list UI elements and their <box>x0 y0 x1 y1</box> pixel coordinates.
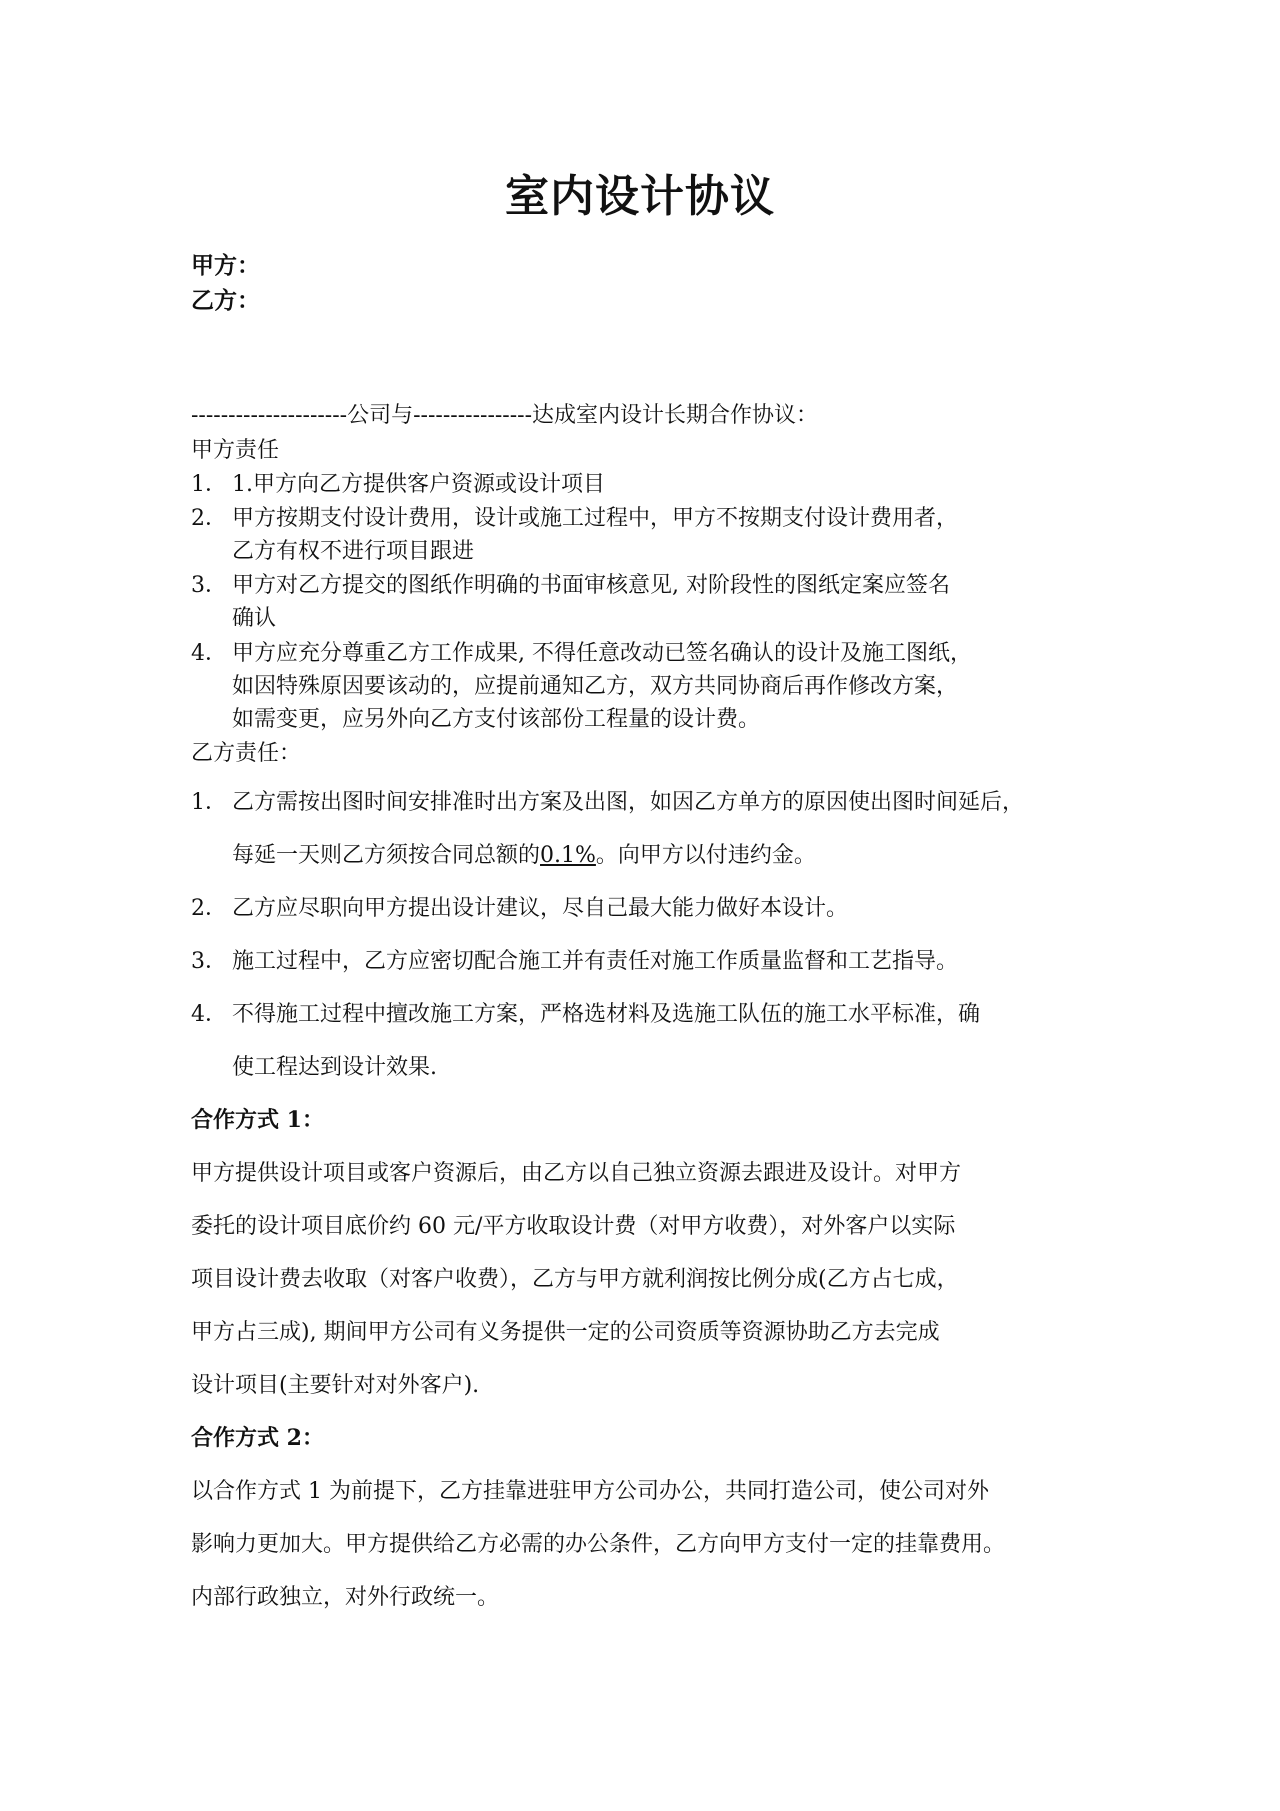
party-a-item-3-text-cont: 确认 <box>232 606 277 631</box>
party-a-item-4-number: 4． <box>191 641 227 666</box>
cooperation-mode-1-line-2: 委托的设计项目底价约 60 元/平方收取设计费（对甲方收费），对外客户以实际 <box>191 1214 956 1239</box>
party-a-item-3-number: 3． <box>191 573 227 598</box>
party-b-item-1-text-cont <box>232 838 816 869</box>
party-b-responsibility-heading: 乙方责任： <box>191 741 302 766</box>
party-b-item-3-number: 3． <box>191 949 227 974</box>
party-a-item-3-text: 甲方对乙方提交的图纸作明确的书面审核意见, 对阶段性的图纸定案应签名 <box>232 573 950 598</box>
party-b-item-4-text-cont: 使工程达到设计效果. <box>232 1055 437 1080</box>
party-a-item-4-text-cont: 如因特殊原因要该动的，应提前通知乙方，双方共同协商后再作修改方案， <box>232 674 959 699</box>
document-title: 室内设计协议 <box>505 171 775 222</box>
party-a-item-2-text: 甲方按期支付设计费用，设计或施工过程中，甲方不按期支付设计费用者， <box>232 506 959 531</box>
party-a-item-1-text: 1.甲方向乙方提供客户资源或设计项目 <box>232 472 605 497</box>
cooperation-mode-1-heading: 合作方式 1： <box>191 1107 324 1133</box>
cooperation-mode-2-line-3: 内部行政独立，对外行政统一。 <box>191 1585 500 1610</box>
party-b-item-4-number: 4． <box>191 1002 227 1027</box>
party-a-label: 甲方： <box>191 253 260 279</box>
party-a-item-2-text-cont: 乙方有权不进行项目跟进 <box>232 539 475 564</box>
penalty-text-after: 。向甲方以付违约金。 <box>595 843 816 868</box>
cooperation-mode-2-line-2: 影响力更加大。甲方提供给乙方必需的办公条件，乙方向甲方支付一定的挂靠费用。 <box>191 1532 1006 1557</box>
party-b-label: 乙方： <box>191 288 260 314</box>
party-b-item-1-number: 1． <box>191 790 227 815</box>
cooperation-mode-1-line-4: 甲方占三成), 期间甲方公司有义务提供一定的公司资质等资源协助乙方去完成 <box>191 1320 940 1345</box>
party-a-item-2-number: 2． <box>191 506 227 531</box>
cooperation-mode-2-heading: 合作方式 2： <box>191 1425 324 1451</box>
cooperation-mode-2-line-1: 以合作方式 1 为前提下，乙方挂靠进驻甲方公司办公，共同打造公司，使公司对外 <box>191 1479 989 1504</box>
party-b-item-3-text: 施工过程中，乙方应密切配合施工并有责任对施工作质量监督和工艺指导。 <box>232 949 959 974</box>
cooperation-mode-1-line-3: 项目设计费去收取（对客户收费），乙方与甲方就利润按比例分成(乙方占七成， <box>191 1267 959 1292</box>
penalty-text-before: 每延一天则乙方须按合同总额的 <box>232 843 541 868</box>
party-a-responsibility-heading: 甲方责任 <box>191 438 280 463</box>
party-a-item-4-text: 甲方应充分尊重乙方工作成果, 不得任意改动已签名确认的设计及施工图纸， <box>232 641 972 666</box>
party-b-item-4-text: 不得施工过程中擅改施工方案，严格选材料及选施工队伍的施工水平标准，确 <box>232 1002 981 1027</box>
party-a-item-4-text-cont-2: 如需变更，应另外向乙方支付该部份工程量的设计费。 <box>232 707 761 732</box>
agreement-intro: ---------------------公司与----------------达成室内设计长期合作协议： <box>191 403 819 428</box>
cooperation-mode-1-line-5: 设计项目(主要针对对外客户). <box>191 1373 480 1398</box>
party-b-item-1-text: 乙方需按出图时间安排准时出方案及出图，如因乙方单方的原因使出图时间延后， <box>232 790 1025 815</box>
party-b-item-2-number: 2． <box>191 896 227 921</box>
party-a-item-1-number: 1． <box>191 472 227 497</box>
penalty-rate: 0.1% <box>540 843 596 868</box>
party-b-item-2-text: 乙方应尽职向甲方提出设计建议，尽自己最大能力做好本设计。 <box>232 896 849 921</box>
cooperation-mode-1-line-1: 甲方提供设计项目或客户资源后，由乙方以自己独立资源去跟进及设计。对甲方 <box>191 1161 962 1186</box>
